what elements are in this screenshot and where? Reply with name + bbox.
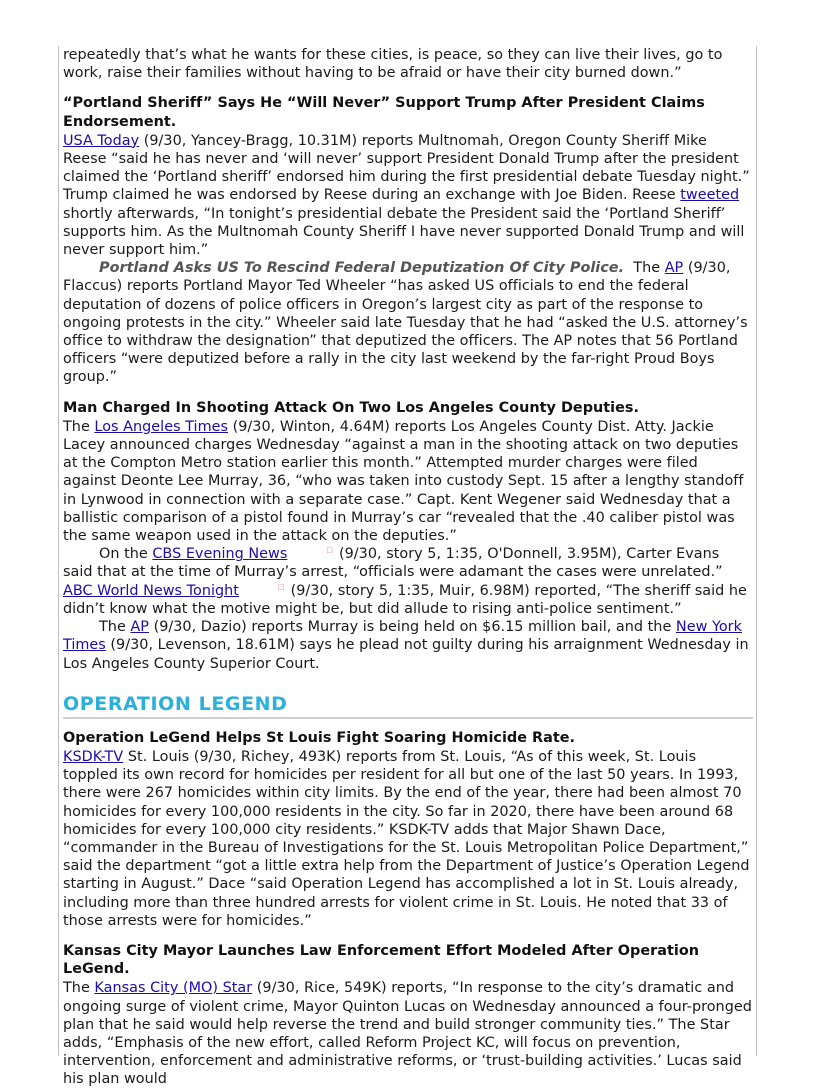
paragraph-text: (9/30, Rice, 549K) reports, “In response to the city’s dramatic and ongoing surge of violent crime, Mayor Quinton Lucas on Wednesday announced a four-pronged plan that he said would help reverse the trend and build stronger community ties.” The Star adds, “Emphasis of the new effort, called Reform Project KC, will focus on prevention, intervention, enforcement and administrative reforms, or ‘trust-building activities.’ Lucas said his plan would bbox=[63, 980, 752, 1088]
story-paragraph bbox=[63, 979, 753, 1088]
story-headline-kansas-city: Kansas City Mayor Launches Law Enforcement Effort Modeled After Operation LeGend. bbox=[63, 942, 699, 978]
story-paragraph bbox=[63, 418, 753, 545]
paragraph-text: (9/30, Flaccus) reports Portland Mayor Ted Wheeler “has asked US officials to end the federal deputation of dozens of police officers in Oregon’s largest city as part of the response to ongoing protests in the city.” Wheeler said late Tuesday that he had “asked the U.S. attorney’s office to withdraw the designation” that deputized the officers. The AP notes that 56 Portland officers “were deputized before a rally in the city last weekend by the far-right Proud Boys group.” bbox=[63, 260, 748, 386]
story-paragraph bbox=[63, 132, 753, 259]
paragraph-text: shortly afterwards, “In tonight’s presidential debate the President said the ‘Portland Sheriff’ supports him. As the Multnomah County Sheriff I have never supported Donald Trump and will never support him.” bbox=[63, 205, 745, 259]
paragraph-text: (9/30, Levenson, 18.61M) says he plead not guilty during his arraignment Wednesday in Los Angeles County Superior Court. bbox=[63, 637, 749, 672]
paragraph-text: The bbox=[63, 418, 95, 435]
paragraph-text: The bbox=[99, 619, 131, 636]
source-link-ap[interactable]: AP bbox=[130, 619, 149, 636]
intro-paragraph: repeatedly that’s what he wants for these cities, is peace, so they can live their lives, go to work, raise their families without having to be afraid or have their city burned down.” bbox=[63, 47, 723, 82]
paragraph-text: The bbox=[63, 980, 95, 997]
source-link-abc-world-news-tonight[interactable]: ABC World News Tonight bbox=[63, 582, 239, 599]
source-link-cbs-evening-news[interactable]: CBS Evening News bbox=[152, 546, 288, 563]
right-margin-rule bbox=[756, 46, 757, 1056]
paragraph-text: (9/30, story 5, 1:35, O'Donnell, 3.95M), Carter Evans said that at the time of Murray’s arrest, “officials were adamant the cases were unrelated.” bbox=[63, 546, 723, 581]
paragraph-text: St. Louis (9/30, Richey, 493K) reports from St. Louis, “As of this week, St. Louis toppled its own record for homicides per resident for all but one of the last 50 years. In 1993, there were 267 homicides within city limits. By the end of the year, there had been almost 70 homicides for every 100,000 residents in the city. So far in 2020, there have been around 68 homicides for every 100,000 city residents.” KSDK-TV adds that Major Shawn Dace, “commander in the Bureau of Investigations for the St. Louis Metropolitan Police Department,” said the department “got a little extra help from the Department of Justice’s Operation Legend starting in August.” Dace “said Operation Legend has accomplished a lot in St. Louis already, including more than three hundred arrests for violent crime in St. Louis. He noted that 33 of those arrests were for homicides.” bbox=[63, 748, 750, 929]
source-link-los-angeles-times[interactable]: Los Angeles Times bbox=[94, 418, 228, 435]
story-headline-portland-sheriff: “Portland Sheriff” Says He “Will Never” Support Trump After President Claims Endorsement. bbox=[63, 95, 705, 130]
source-link-new-york-times[interactable]: New York Times bbox=[63, 619, 742, 654]
story-headline-st-louis: Operation LeGend Helps St Louis Fight Soaring Homicide Rate. bbox=[63, 729, 576, 746]
video-clip-icon[interactable]: □ bbox=[277, 582, 285, 591]
story-paragraph bbox=[63, 259, 753, 386]
source-link-ap[interactable]: AP bbox=[664, 260, 684, 277]
paragraph-text: (9/30, Winton, 4.64M) reports Los Angeles County Dist. Atty. Jackie Lacey announced charges Wednesday “against a man in the shooting attack on two deputies at the Compton Metro station earlier this month.” Attempted murder charges were filed against Deonte Lee Murray, 36, “who was taken into custody Sept. 15 after a lengthy standoff in Lynwood in connection with a separate case.” Capt. Kent Wegener said Wednesday that a ballistic comparison of a pistol found in Murray’s car “revealed that the .40 caliber pistol was the same weapon used in the attack on the deputies.” bbox=[63, 418, 744, 545]
video-clip-icon[interactable]: □ bbox=[326, 546, 333, 555]
story-headline-la-deputies: Man Charged In Shooting Attack On Two Los Angeles County Deputies. bbox=[63, 399, 639, 416]
source-link-ksdk-tv[interactable]: KSDK-TV bbox=[63, 748, 124, 765]
source-link-usa-today[interactable]: USA Today bbox=[63, 132, 140, 149]
story-paragraph bbox=[63, 545, 753, 618]
story-paragraph bbox=[63, 618, 753, 673]
paragraph-text: The bbox=[624, 260, 665, 277]
left-margin-rule bbox=[58, 46, 59, 1056]
article-column bbox=[63, 46, 753, 1089]
story-subheadline-deputization: Portland Asks US To Rescind Federal Deputization Of City Police. bbox=[99, 260, 625, 277]
section-title-operation-legend: OPERATION LEGEND bbox=[63, 693, 753, 719]
paragraph-text: On the bbox=[99, 546, 153, 563]
source-link-tweeted[interactable]: tweeted bbox=[680, 187, 740, 204]
paragraph-text: (9/30, Yancey-Bragg, 10.31M) reports Multnomah, Oregon County Sheriff Mike Reese “said he has never and ‘will never’ support President Donald Trump after the president claimed the ‘Portland sheriff’ endorsed him during the first presidential debate Tuesday night.” Trump claimed he was endorsed by Reese during an exchange with Joe Biden. Reese bbox=[63, 132, 750, 204]
paragraph-text: (9/30, story 5, 1:35, Muir, 6.98M) reported, “The sheriff said he didn’t know what the motive might be, but did allude to rising anti-police sentiment.” bbox=[63, 582, 747, 617]
story-paragraph bbox=[63, 748, 753, 930]
source-link-kansas-city-star[interactable]: Kansas City (MO) Star bbox=[94, 980, 253, 997]
paragraph-text: (9/30, Dazio) reports Murray is being held on $6.15 million bail, and the bbox=[148, 619, 676, 636]
